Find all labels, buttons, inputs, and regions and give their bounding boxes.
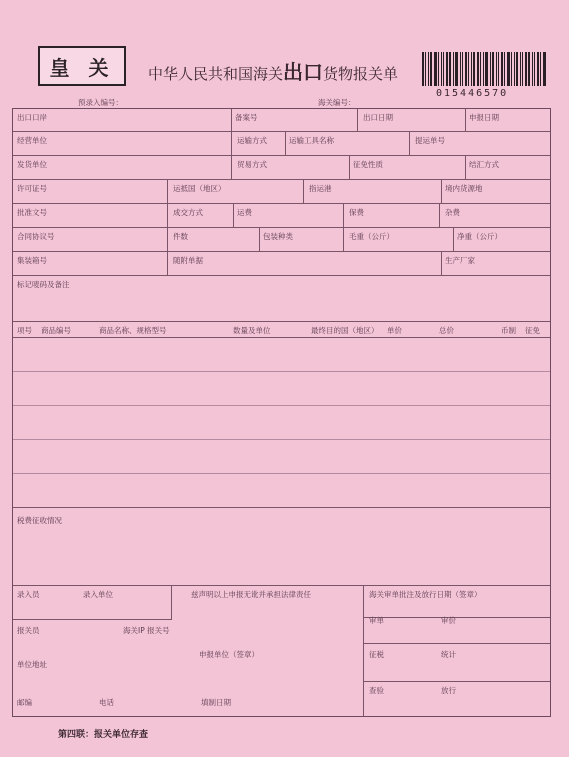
pieces-label: 件数 [173, 232, 188, 241]
record-no-label: 备案号 [235, 113, 258, 122]
fill-date-label: 填制日期 [201, 698, 231, 707]
tax-levy-label: 征税 [369, 650, 384, 659]
packing-label: 包装种类 [263, 232, 293, 241]
audit-label: 审单 [369, 616, 384, 625]
gross-weight-label: 毛重（公斤） [349, 232, 394, 241]
contract-no-label: 合同协议号 [17, 232, 55, 241]
settlement-label: 结汇方式 [469, 160, 499, 169]
copy-note: 第四联：报关单位存查 [58, 730, 149, 740]
declaration-form [12, 108, 551, 717]
transport-name-label: 运输工具名称 [289, 136, 334, 145]
customs-stamp: 皇 关 [38, 46, 126, 86]
declarant-no-label: 海关IP 报关号 [123, 626, 170, 635]
statistics-label: 统计 [441, 650, 456, 659]
manufacturer-label: 生产厂家 [445, 256, 475, 265]
trade-mode-label: 贸易方式 [237, 160, 267, 169]
title-suffix: 货物报关单 [323, 65, 399, 83]
form-title [148, 56, 398, 85]
marks-label: 标记唛码及备注 [17, 280, 70, 289]
review-label: 海关审单批注及放行日期（签章） [369, 590, 482, 599]
goods-col-unit-price: 单价 [387, 326, 402, 335]
goods-col-currency: 币制 [501, 326, 516, 335]
attached-docs-label: 随附单据 [173, 256, 203, 265]
tax-label: 税费征收情况 [17, 516, 62, 525]
deal-mode-label: 成交方式 [173, 208, 203, 217]
port-label: 指运港 [309, 184, 332, 193]
goods-col-name: 商品名称、规格型号 [99, 326, 167, 335]
freight-label: 运费 [237, 208, 252, 217]
goods-col-code: 商品编号 [41, 326, 71, 335]
license-no-label: 许可证号 [17, 184, 47, 193]
title-export: 出口 [283, 60, 324, 84]
goods-col-qty: 数量及单位 [233, 326, 271, 335]
unit-address-label: 单位地址 [17, 660, 47, 669]
goods-col-item: 项号 [17, 326, 32, 335]
release-label: 放行 [441, 686, 456, 695]
bill-no-label: 提运单号 [415, 136, 445, 145]
misc-fee-label: 杂费 [445, 208, 460, 217]
inspection-label: 查验 [369, 686, 384, 695]
title-prefix: 中华人民共和国海关 [148, 65, 284, 83]
entry-clerk-label: 录入员 [17, 590, 40, 599]
declare-date-label: 申报日期 [469, 113, 499, 122]
approval-no-label: 批准文号 [17, 208, 47, 217]
price-check-label: 审价 [441, 616, 456, 625]
export-date-label: 出口日期 [363, 113, 393, 122]
destination-country-label: 运抵国（地区） [173, 184, 226, 193]
declarant-label: 报关员 [17, 626, 40, 635]
goods-col-dest: 最终目的国（地区） [311, 326, 379, 335]
phone-label: 电话 [99, 698, 114, 707]
source-label: 境内货源地 [445, 184, 483, 193]
barcode-image [422, 52, 548, 86]
postcode-label: 邮编 [17, 698, 32, 707]
operating-unit-label: 经营单位 [17, 136, 47, 145]
declare-unit-label: 申报单位（签章） [199, 650, 259, 659]
net-weight-label: 净重（公斤） [457, 232, 502, 241]
shipper-label: 发货单位 [17, 160, 47, 169]
container-no-label: 集装箱号 [17, 256, 47, 265]
goods-col-total: 总价 [439, 326, 454, 335]
entry-unit-label: 录入单位 [83, 590, 113, 599]
pre-entry-no-label: 预录入编号： [78, 98, 123, 107]
goods-col-exemption: 征免 [525, 326, 540, 335]
insurance-label: 保费 [349, 208, 364, 217]
export-port-label: 出口口岸 [17, 113, 47, 122]
customs-no-label: 海关编号： [318, 98, 356, 107]
transport-mode-label: 运输方式 [237, 136, 267, 145]
barcode-number: 015446570 [436, 88, 509, 99]
exemption-label: 征免性质 [353, 160, 383, 169]
declaration-statement: 兹声明以上申报无讹并承担法律责任 [191, 590, 311, 599]
